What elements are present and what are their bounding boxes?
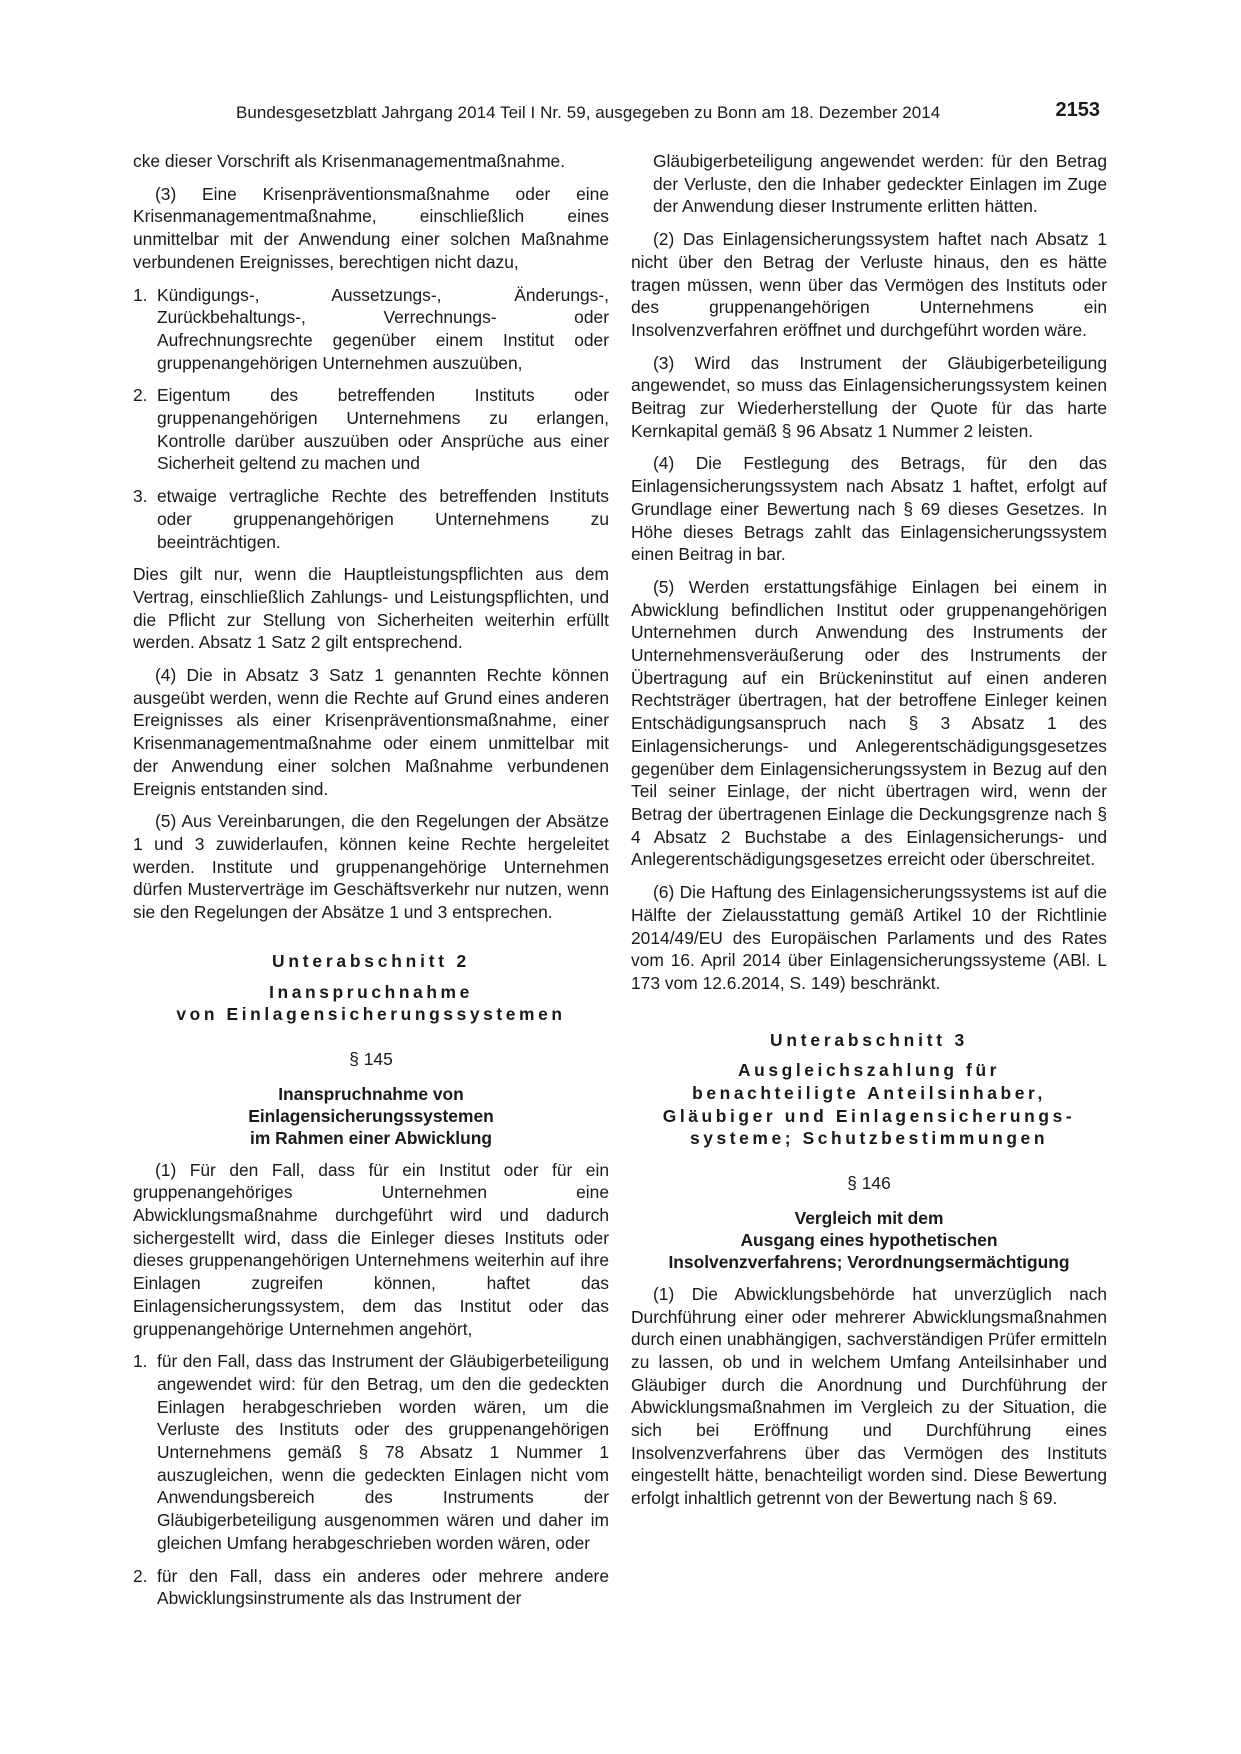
unterabschnitt-2-title-line-2: von Einlagensicherungssystemen <box>176 1004 566 1025</box>
paragraph-145-number: § 145 <box>349 1048 393 1069</box>
absatz-3: (3) Eine Krisenpräventionsmaßnahme oder eine Krisenmanagementmaßnahme, einschließlich eines unmittelbar mit der Anwendung einer solchen Maßnahme verbundenen Ereignisses, berechtigen nicht dazu, <box>133 183 609 272</box>
paragraph-146-number: § 146 <box>847 1173 891 1194</box>
paragraph-145-title-line-1: Inanspruchnahme von <box>278 1083 464 1104</box>
paragraph-145-absatz-1: (1) Für den Fall, dass für ein Institut oder für ein gruppenangehöriges Unternehmen eine Abwicklungsmaßnahme durchgeführt wird und dadurch sichergestellt wird, dass die Einleger dieses Instituts oder dieses gruppenangehörigen Unternehmens weiterhin auf ihre Einlagen zugreifen können, haftet das Einlagensicherungssystem, dem das Institut oder das gruppenangehörige Unternehmen angehört, <box>133 1159 609 1339</box>
list-text: Eigentum des betreffenden Instituts oder gruppenangehörigen Unternehmens zu erlangen, Kontrolle darüber auszuüben oder Ansprüche aus einer Sicherheit geltend zu machen und <box>157 385 609 474</box>
paragraph-146-absatz-1: (1) Die Abwicklungsbehörde hat unverzüglich nach Durchführung einer oder mehrerer Abwicklungsmaßnahmen durch einen unabhängigen, sachverständigen Prüfer ermitteln zu lassen, ob und in welchem Umfang Anteilsinhaber und Gläubiger durch die Anordnung und Durchführung der Abwicklungsmaßnahmen im Vergleich zu der Situation, die sich bei Eröffnung und Durchführung eines Insolvenzverfahrens über das Vermögen des Instituts eingestellt hätte, benachteiligt worden sind. Diese Bewertung erfolgt inhaltlich getrennt von der Bewertung nach § 69. <box>631 1283 1107 1509</box>
unterabschnitt-2-label: Unterabschnitt 2 <box>271 950 470 971</box>
absatz-4: (4) Die Festlegung des Betrags, für den das Einlagensicherungssystem nach Absatz 1 haftet, erfolgt auf Grundlage einer Bewertung nach § 69 dieses Gesetzes. In Höhe dieses Betrags zahlt das Einlagensicherungssystem einen Beitrag in bar. <box>631 453 1107 565</box>
absatz-5: (5) Werden erstattungsfähige Einlagen bei einem in Abwicklung befindlichen Institut oder gruppenangehörigen Unternehmen durch Anwendung des Instruments der Unternehmensveräußerung oder des Instruments der Übertragung auf ein Brückeninstitut auf einen anderen Rechtsträger übertragen, hat der betroffene Einleger keinen Entschädigungsanspruch nach § 3 Absatz 1 des Einlagensicherungs- und Anlegerentschädigungsgesetzes gegenüber dem Einlagensicherungssystem in Bezug auf den Teil seiner Einlage, der nicht übertragen wird, wenn der Betrag der übertragenen Einlage die Deckungsgrenze nach § 4 Absatz 2 Buchstabe a des Einlagensicherungs- und Anlegerentschädigungsgesetzes erreicht oder überschreitet. <box>631 576 1107 870</box>
unterabschnitt-2-title-line-1: Inanspruchnahme <box>269 981 473 1002</box>
list-item <box>133 1565 609 1610</box>
absatz-3-list <box>133 284 609 554</box>
paragraph-145-list <box>133 1350 609 1610</box>
absatz-2: (2) Das Einlagensicherungssystem haftet nach Absatz 1 nicht über den Betrag der Verluste hinaus, den es hätte tragen müssen, wenn über das Vermögen des Instituts oder des gruppenangehörigen Unternehmens ein Insolvenzverfahren eröffnet und durchgeführt worden wäre. <box>631 229 1107 340</box>
list-item <box>133 485 609 553</box>
intro-text: cke dieser Vorschrift als Krisenmanagementmaßnahme. <box>133 151 566 171</box>
paragraph-146-title-line-3: Insolvenzverfahrens; Verordnungsermächtigung <box>668 1251 1070 1272</box>
list-number: 2. <box>133 385 148 406</box>
unterabschnitt-3-title-line-2: benachteiligte Anteilsinhaber, <box>692 1083 1046 1104</box>
list-text: für den Fall, dass ein anderes oder mehrere andere Abwicklungsinstrumente als das Instrument der <box>157 1565 609 1609</box>
list-item <box>133 284 609 375</box>
header-text: Bundesgesetzblatt Jahrgang 2014 Teil I Nr. 59, ausgegeben zu Bonn am 18. Dezember 2014 <box>236 103 941 122</box>
absatz-6: (6) Die Haftung des Einlagensicherungssystems ist auf die Hälfte der Zielausstattung gemäß Artikel 10 der Richtlinie 2014/49/EU des Europäischen Parlaments und des Rates vom 16. April 2014 über Einlagensicherungssysteme (ABl. L 173 vom 12.6.2014, S. 149) beschränkt. <box>631 882 1107 993</box>
paragraph-146-title-line-1: Vergleich mit dem <box>794 1207 944 1228</box>
unterabschnitt-3-title-line-1: Ausgleichszahlung für <box>737 1060 1001 1081</box>
list-item <box>133 1350 609 1554</box>
absatz-3: (3) Wird das Instrument der Gläubigerbeteiligung angewendet, so muss das Einlagensicherungssystem keinen Beitrag zur Wiederherstellung der Quote für das harte Kernkapital gemäß § 96 Absatz 1 Nummer 2 leisten. <box>631 352 1107 441</box>
absatz-4: (4) Die in Absatz 3 Satz 1 genannten Rechte können ausgeübt werden, wenn die Rechte auf Grund eines anderen Ereignisses als einer Krisenpräventionsmaßnahme, einer Krisenmanagementmaßnahme oder einem unmittelbar mit der Anwendung einer solchen Maßnahme verbundenen Ereignis entstanden sind. <box>133 665 609 799</box>
list-number: 1. <box>133 284 148 305</box>
continued-list-text: Gläubigerbeteiligung angewendet werden: für den Betrag der Verluste, den die Inhaber gedeckter Einlagen im Zuge der Anwendung dieser Instrumente erlitten hätten. <box>653 151 1107 217</box>
list-number: 1. <box>133 1351 148 1372</box>
unterabschnitt-3-label: Unterabschnitt 3 <box>769 1029 968 1050</box>
unterabschnitt-3-title-line-3: Gläubiger und Einlagensicherungs- <box>662 1105 1076 1126</box>
paragraph-146-title-line-2: Ausgang eines hypothetischen <box>740 1229 998 1250</box>
paragraph-145-title-line-3: im Rahmen einer Abwicklung <box>250 1127 492 1148</box>
list-text: etwaige vertragliche Rechte des betreffenden Instituts oder gruppenangehörigen Unternehmens zu beeinträchtigen. <box>157 486 609 552</box>
list-item <box>133 384 609 475</box>
paragraph-145-title-line-2: Einlagensicherungssystemen <box>248 1105 494 1126</box>
unterabschnitt-3-title-line-4: systeme; Schutzbestimmungen <box>689 1128 1049 1149</box>
right-column <box>631 150 1107 1520</box>
list-number: 2. <box>133 1565 148 1586</box>
absatz-5: (5) Aus Vereinbarungen, die den Regelungen der Absätze 1 und 3 zuwiderlaufen, können keine Rechte hergeleitet werden. Institute und gruppenangehörige Unternehmen dürfen Musterverträge im Geschäftsverkehr nur nutzen, wenn sie den Regelungen der Absätze 1 und 3 entsprechen. <box>133 811 609 923</box>
list-number: 3. <box>133 486 148 507</box>
page-header <box>236 99 1100 127</box>
list-text: Kündigungs-, Aussetzungs-, Änderungs-, Zurückbehaltungs-, Verrechnungs- oder Aufrechnungsrechte gegenüber einem Institut oder gruppenangehörigen Unternehmen auszuüben, <box>157 284 609 373</box>
page-number: 2153 <box>1055 99 1100 121</box>
list-text: für den Fall, dass das Instrument der Gläubigerbeteiligung angewendet wird: für den Betrag, um den die gedeckten Einlagen herabgeschrieben worden wären, um die Verluste des Instituts oder des gruppenangehörigen Unternehmens gemäß § 78 Absatz 1 Nummer 1 auszugleichen, wenn die gedeckten Einlagen nicht vom Anwendungsbereich des Instruments der Gläubigerbeteiligung ausgenommen wären und daher im gleichen Umfang herabgeschrieben worden wären, oder <box>157 1351 609 1553</box>
absatz-3-tail: Dies gilt nur, wenn die Hauptleistungspflichten aus dem Vertrag, einschließlich Zahlungs- und Leistungspflichten, und die Pflicht zur Stellung von Sicherheiten weiterhin erfüllt werden. Absatz 1 Satz 2 gilt entsprechend. <box>133 564 609 653</box>
left-column <box>133 150 609 1620</box>
